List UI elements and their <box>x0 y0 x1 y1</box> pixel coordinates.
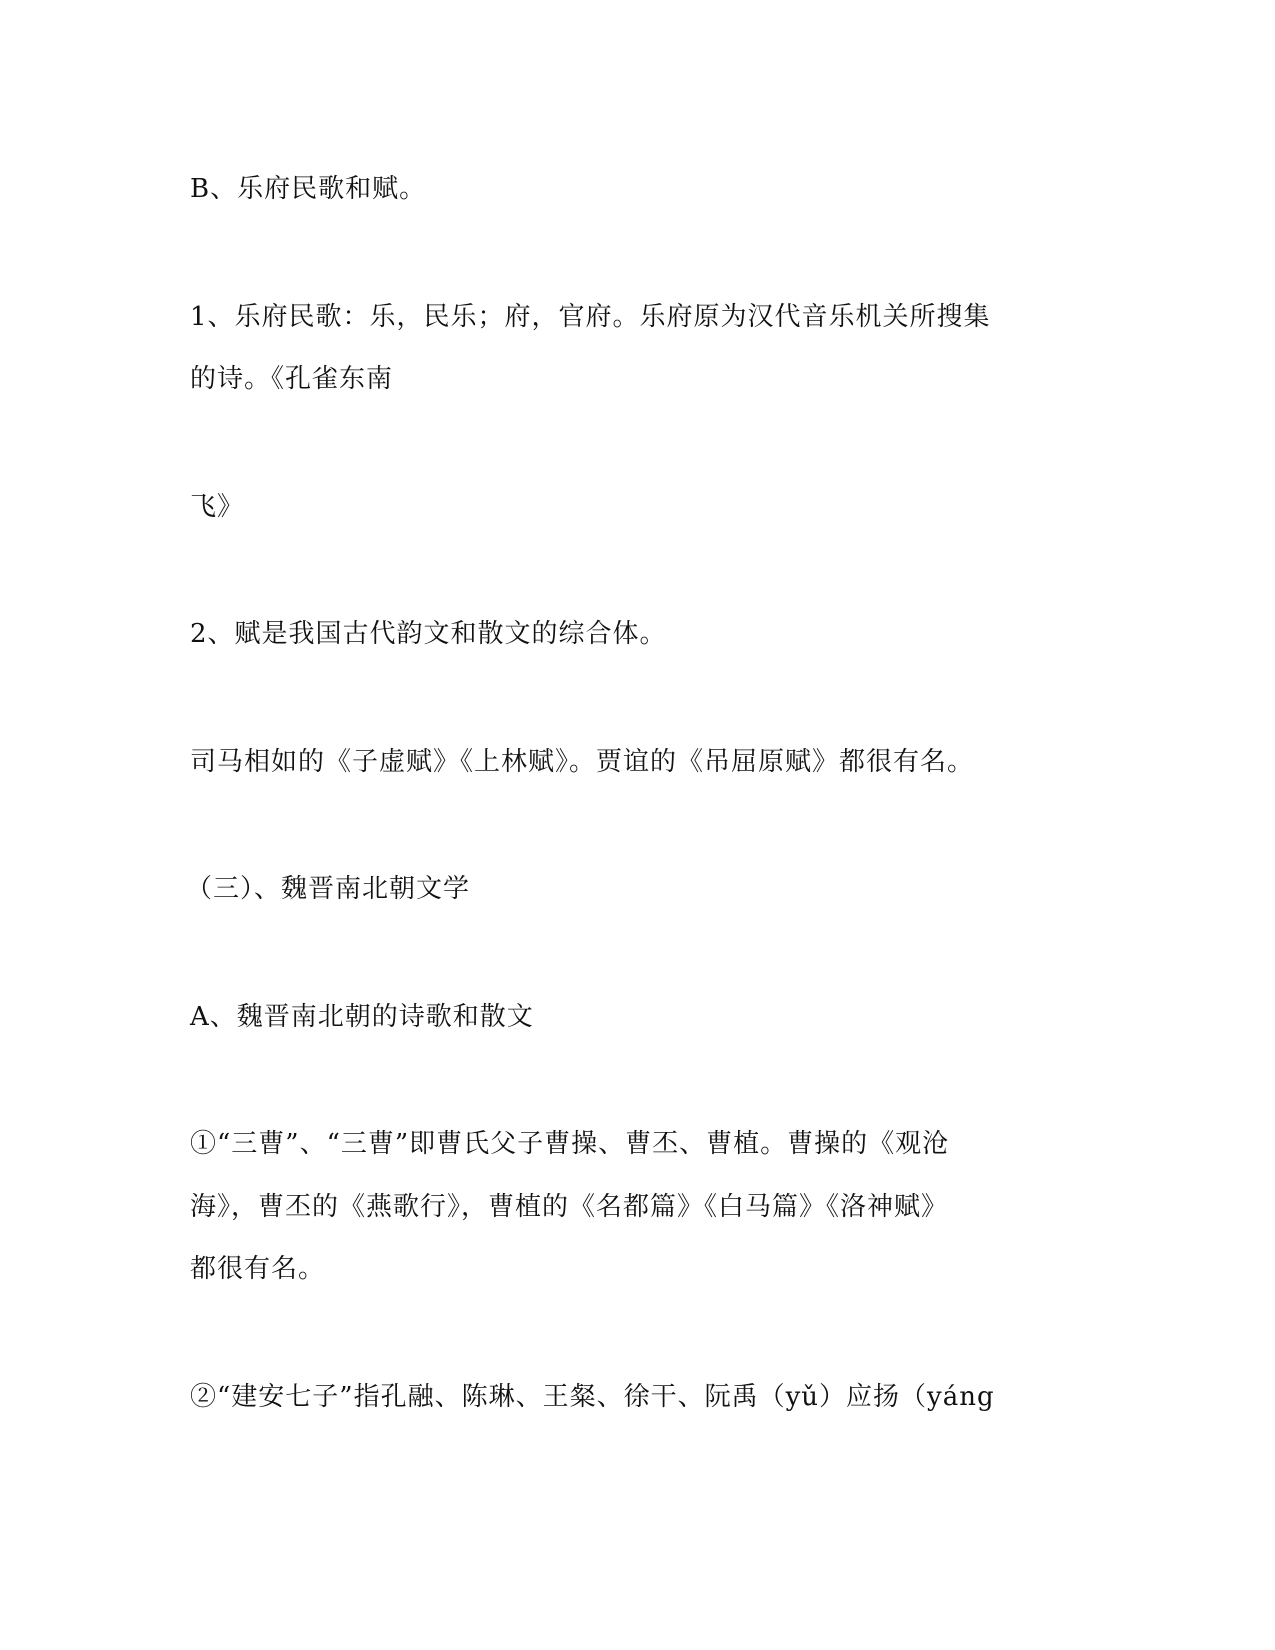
subsection-heading-a: A、魏晋南北朝的诗歌和散文 <box>190 1002 534 1032</box>
paragraph-fu-examples: 司马相如的《子虚赋》《上林赋》。贾谊的《吊屈原赋》都很有名。 <box>190 747 975 777</box>
paragraph-yuefu-line-2: 的诗。《孔雀东南 <box>190 364 394 394</box>
paragraph-yuefu-line-3: 飞》 <box>190 492 245 522</box>
paragraph-sancao-line-2: 海》，曹丕的《燕歌行》，曹植的《名都篇》《白马篇》《洛神赋》 <box>190 1192 949 1222</box>
paragraph-sancao-line-1: ①“三曹”、“三曹”即曹氏父子曹操、曹丕、曹植。曹操的《观沧 <box>190 1129 950 1159</box>
paragraph-sancao-line-3: 都很有名。 <box>190 1254 326 1284</box>
paragraph-fu-definition: 2、赋是我国古代韵文和散文的综合体。 <box>190 619 667 649</box>
section-heading-three: （三）、魏晋南北朝文学 <box>186 874 471 904</box>
section-heading-b: B、乐府民歌和赋。 <box>190 174 427 204</box>
paragraph-jianan-line-1: ②“建安七子”指孔融、陈琳、王粲、徐干、阮禹（yǔ）应扬（yáng <box>190 1382 995 1412</box>
paragraph-yuefu-line-1: 1、乐府民歌：乐，民乐；府，官府。乐府原为汉代音乐机关所搜集 <box>190 302 991 332</box>
